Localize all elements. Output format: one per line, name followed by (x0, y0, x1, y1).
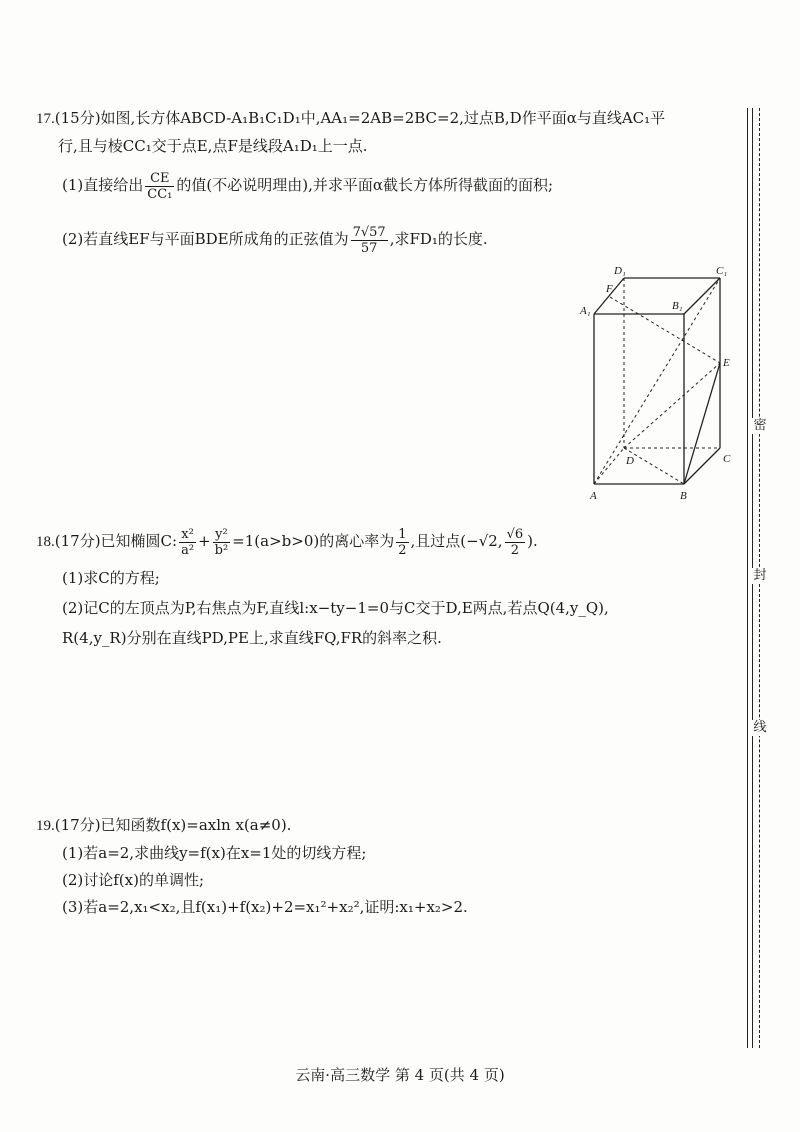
page-footer: 云南·高三数学 第 4 页(共 4 页) (295, 1066, 505, 1084)
segment-fe-hidden (610, 297, 720, 363)
q18-part2-line2: R(4,y_R)分别在直线PD,PE上,求直线FQ,FR的斜率之积. (62, 629, 442, 647)
q19-number: 19. (36, 818, 55, 834)
label-b1: B₁ (672, 300, 683, 312)
label-c: C (723, 453, 731, 465)
q17-number: 17. (36, 111, 55, 127)
q17-part2-suffix: ,求FD₁的长度. (389, 230, 488, 248)
label-a: A (590, 490, 597, 502)
diagonal-ac1-hidden (594, 278, 720, 484)
q18-part1: (1)求C的方程; (62, 569, 160, 587)
fraction-eccentricity (396, 527, 408, 558)
fraction-denominator: a² (181, 542, 195, 558)
fraction-ce-cc1 (145, 171, 174, 202)
q17-part2-prefix: (2)若直线EF与平面BDE所成角的正弦值为 (62, 230, 349, 248)
label-d1: D₁ (614, 265, 626, 277)
label-a1: A₁ (580, 305, 591, 317)
fraction-denominator: 2 (398, 542, 407, 558)
q19-part1: (1)若a=2,求曲线y=f(x)在x=1处的切线方程; (62, 844, 367, 862)
fraction-denominator: 2 (510, 542, 519, 558)
fraction-numerator: CE (145, 171, 174, 187)
label-f: F (606, 283, 613, 295)
label-c1: C₁ (716, 265, 728, 277)
q18-part2-line1: (2)记C的左顶点为P,右焦点为F,直线l:x−ty−1=0与C交于D,E两点,若点Q(4,y_Q), (62, 599, 609, 617)
q19-part2: (2)讨论f(x)的单调性; (62, 871, 205, 889)
binding-line-solid-1 (747, 108, 748, 1048)
edge-b1c1 (684, 278, 720, 314)
plus-sign: + (198, 532, 211, 550)
q17-text-2: 行,且与棱CC₁交于点E,点F是线段A₁D₁上一点. (58, 137, 368, 155)
fraction-numerator: x² (179, 527, 196, 543)
fraction-numerator: 1 (398, 526, 407, 542)
q17-part1 (62, 168, 553, 202)
fraction-numerator: 7√57 (352, 224, 386, 240)
fraction-denominator: CC₁ (147, 186, 173, 202)
fraction-sine-value (351, 225, 388, 256)
label-b: B (680, 490, 687, 502)
q18-score: (17分) (54, 532, 101, 550)
segment-de-hidden (624, 363, 720, 448)
seal-xian: 线 (751, 720, 769, 736)
label-d: D (626, 455, 634, 467)
cuboid-figure (570, 262, 740, 510)
q19-text-1: 已知函数f(x)=axln x(a≠0). (100, 816, 292, 834)
q17-part2 (62, 222, 488, 256)
q19-line1 (36, 815, 291, 836)
seal-feng: 封 (751, 568, 769, 584)
fraction-x2-a2 (179, 527, 196, 558)
q17-line1 (36, 108, 665, 129)
q18-text-end: ). (527, 532, 538, 550)
q17-score: (15分) (54, 109, 101, 127)
fraction-denominator: b² (214, 542, 229, 558)
q19-score: (17分) (54, 816, 101, 834)
q18-text-mid: =1(a>b>0)的离心率为 (232, 532, 395, 550)
q18-text-after: ,且过点(−√2, (410, 532, 503, 550)
q17-part1-suffix: 的值(不必说明理由),并求平面α截长方体所得截面的面积; (176, 176, 554, 194)
label-e: E (723, 357, 730, 369)
q17-text-1: 如图,长方体ABCD-A₁B₁C₁D₁中,AA₁=2AB=2BC=2,过点B,D作平面α与直线AC₁平 (100, 109, 666, 127)
fraction-numerator: √6 (506, 526, 524, 542)
fraction-denominator: 57 (360, 240, 378, 256)
fraction-root6-over-2 (505, 527, 526, 558)
q19-part3: (3)若a=2,x₁<x₂,且f(x₁)+f(x₂)+2=x₁²+x₂²,证明:x₁+x₂>2. (62, 898, 468, 916)
fraction-y2-b2 (213, 527, 231, 558)
q18-line1 (36, 522, 538, 561)
edge-ad-hidden (594, 448, 624, 484)
seal-mi: 密 (751, 418, 769, 434)
q17-part1-prefix: (1)直接给出 (62, 176, 144, 194)
q18-number: 18. (36, 534, 55, 550)
q18-text-prefix: 已知椭圆C: (100, 532, 178, 550)
fraction-numerator: y² (213, 527, 231, 543)
